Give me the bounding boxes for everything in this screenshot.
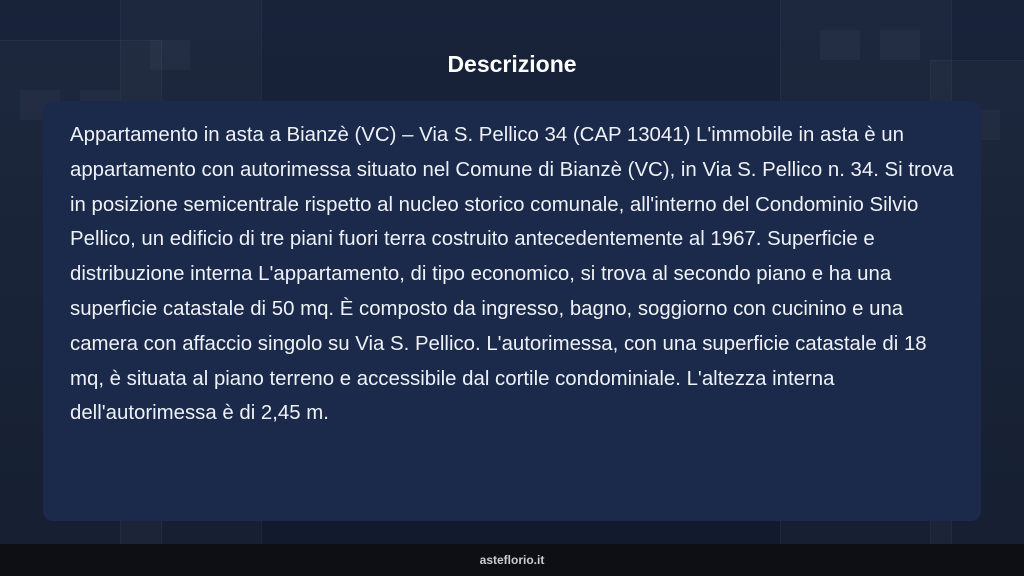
- page-title: Descrizione: [447, 51, 577, 77]
- description-text: Appartamento in asta a Bianzè (VC) – Via S. Pellico 34 (CAP 13041) L'immobile in asta è un appartamento con autorimessa situato nel Comune di Bianzè (VC), in Via S. Pellico n. 34. Si trova in posizione semicentrale rispetto al nucleo storico comunale, all'interno del Condominio Silvio Pellico, un edificio di tre piani fuori terra costruito antecedentemente al 1967. Superficie e distribuzione interna L'appartamento, di tipo economico, si trova al secondo piano e ha una superficie catastale di 50 mq. È composto da ingresso, bagno, soggiorno con cucinino e una camera con affaccio singolo su Via S. Pellico. L'autorimessa, con una superficie catastale di 18 mq, è situata al piano terreno e accessibile dal cortile condominiale. L'altezza interna dell'autorimessa è di 2,45 m.: [70, 124, 954, 425]
- footer-bar: [0, 544, 1024, 576]
- description-card: [43, 101, 981, 521]
- site-name: asteflorio.it: [479, 553, 545, 567]
